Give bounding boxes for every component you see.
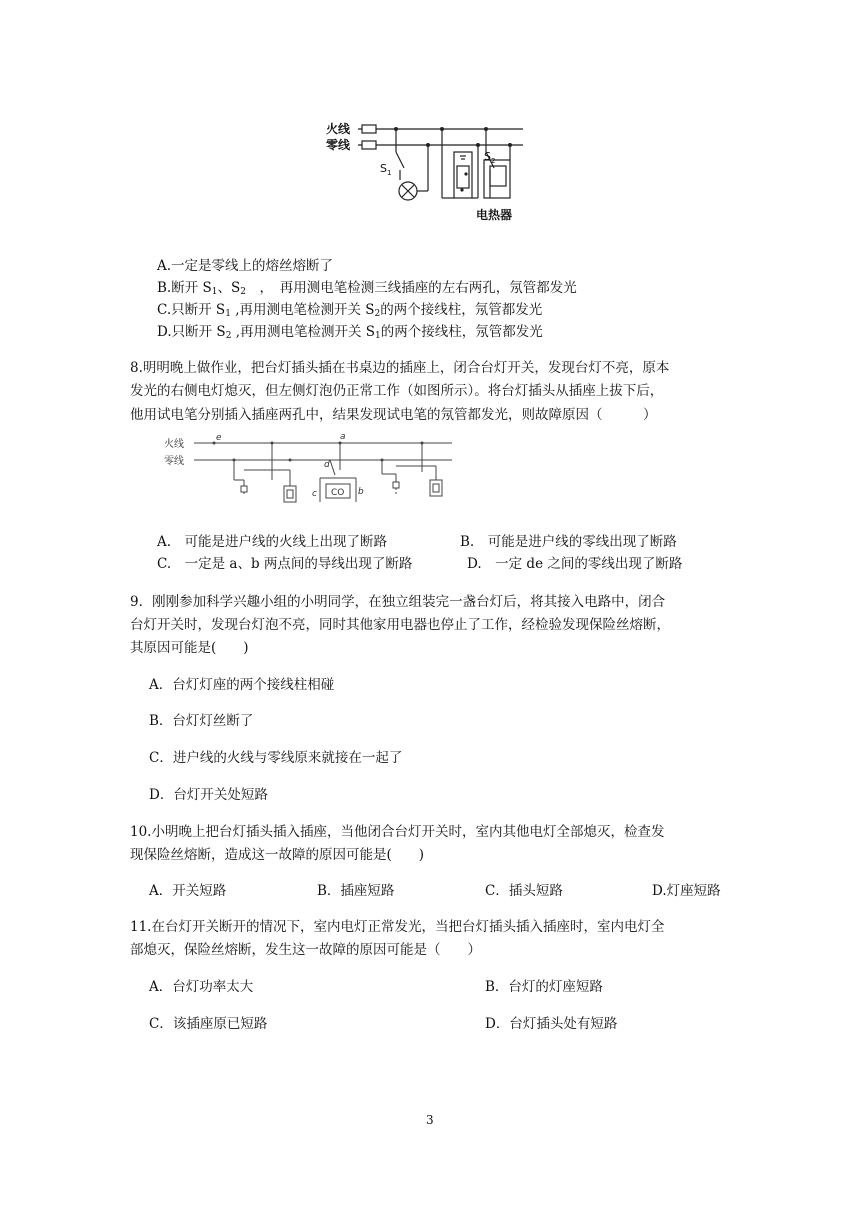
- q11-option-d: D．台灯插头处有短路: [485, 1016, 618, 1032]
- q10-option-a: A．开关短路: [149, 883, 227, 899]
- label-heater: 电热器: [476, 208, 513, 222]
- label-neutral-wire: 零线: [326, 138, 351, 152]
- q11-option-a: A．台灯功率太大: [149, 979, 254, 995]
- label-switch-s2: $S_2$: [484, 150, 496, 165]
- circuit-figure-2: [160, 430, 460, 510]
- q9-option-c: C．进户线的火线与零线原来就接在一起了: [149, 750, 403, 766]
- q9-stem-line-1: 9．刚刚参加科学兴趣小组的小明同学，在独立组装完一盏台灯后，将其接入电路中，闭合: [130, 594, 666, 610]
- label-live-wire-2: 火线: [164, 439, 184, 450]
- q8-option-c: C. 一定是 a、b 两点间的导线出现了断路: [157, 556, 413, 572]
- q7-option-d: D.只断开 $S_2$ ,再用测电笔检测开关 $S_1$的两个接线柱，氖管都发光: [157, 324, 543, 341]
- q9-option-d: D．台灯开关处短路: [149, 787, 268, 803]
- q8-stem-line-1: 8.明明晚上做作业，把台灯插头插在书桌边的插座上，闭合台灯开关，发现台灯不亮，原本: [130, 360, 670, 376]
- circuit-figure-1: [320, 112, 530, 228]
- q11-option-b: B．台灯的灯座短路: [485, 979, 603, 995]
- label-live-wire: 火线: [326, 122, 351, 136]
- label-point-d: d: [324, 460, 330, 470]
- q10-option-c: C．插头短路: [485, 883, 563, 899]
- q10-option-b: B．插座短路: [317, 883, 395, 899]
- q11-option-c: C．该插座原已短路: [149, 1016, 268, 1032]
- label-point-a: a: [340, 432, 346, 442]
- label-point-e: e: [216, 433, 222, 443]
- q8-option-d: D. 一定 de 之间的零线出现了断路: [467, 556, 683, 572]
- q8-option-b: B. 可能是进户线的零线出现了断路: [460, 534, 677, 550]
- q11-stem-line-1: 11.在台灯开关断开的情况下，室内电灯正常发光，当把台灯插头插入插座时，室内电灯全: [130, 919, 665, 935]
- label-point-b: b: [358, 487, 364, 497]
- q8-stem-line-2: 发光的右侧电灯熄灭，但左侧灯泡仍正常工作（如图所示）。将台灯插头从插座上拔下后，: [130, 383, 664, 399]
- q7-option-c: C.只断开 $S_1$ ,再用测电笔检测开关 $S_2$的两个接线柱，氖管都发光: [157, 302, 543, 319]
- label-neutral-wire-2: 零线: [164, 456, 184, 467]
- q9-stem-line-2: 台灯开关时，发现台灯泡不亮，同时其他家用电器也停止了工作，经检验发现保险丝熔断，: [130, 617, 670, 633]
- q8-option-a: A. 可能是进户线的火线上出现了断路: [157, 534, 388, 550]
- q7-option-b: B.断开 $S_1$、$S_2$ ， 再用测电笔检测三线插座的左右两孔，氖管都发光: [157, 280, 577, 297]
- q10-stem-line-1: 10.小明晚上把台灯插头插入插座，当他闭合台灯开关时，室内其他电灯全部熄灭，检查发: [130, 824, 665, 840]
- q10-option-d: D.灯座短路: [652, 883, 721, 899]
- q7-option-a: A.一定是零线上的熔丝熔断了: [157, 258, 334, 274]
- page-number: 3: [426, 1113, 434, 1127]
- q9-option-b: B．台灯灯丝断了: [149, 713, 254, 729]
- q9-stem-line-3: 其原因可能是( ): [130, 640, 249, 656]
- label-point-c: c: [312, 489, 317, 499]
- q10-stem-line-2: 现保险丝熔断，造成这一故障的原因可能是( ): [130, 847, 425, 863]
- label-socket-co: CO: [331, 488, 345, 498]
- q8-stem-line-3: 他用试电笔分别插入插座两孔中，结果发现试电笔的氖管都发光，则故障原因（ ）: [130, 407, 657, 423]
- label-switch-s1: $S_1$: [380, 162, 392, 177]
- q11-stem-line-2: 部熄灭，保险丝熔断，发生这一故障的原因可能是（ ）: [130, 942, 481, 958]
- q9-option-a: A．台灯灯座的两个接线柱相碰: [149, 677, 335, 693]
